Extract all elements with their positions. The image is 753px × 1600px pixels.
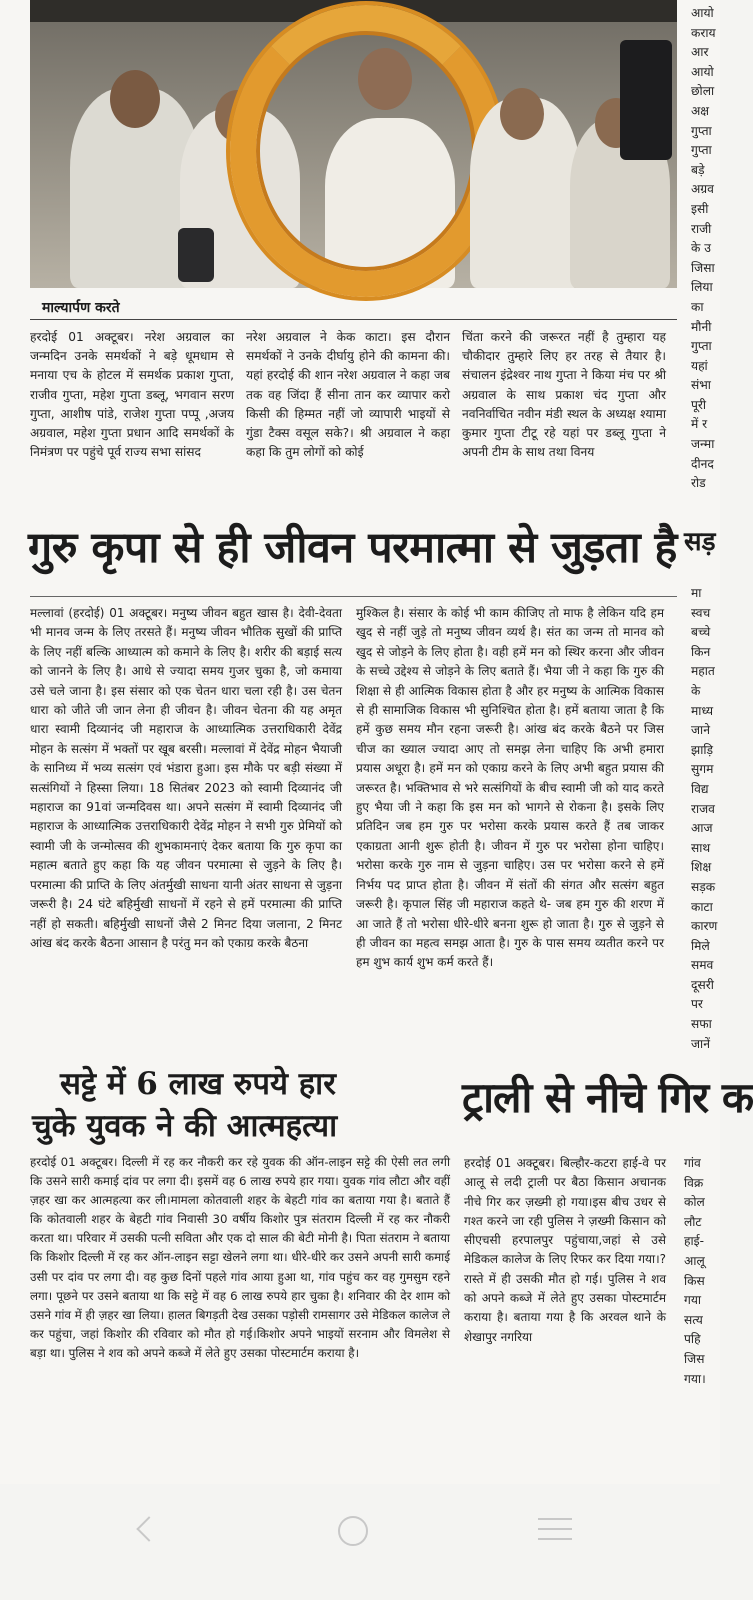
adjacent-column-middle xyxy=(691,584,731,1054)
adjacent-column-line: कोल xyxy=(684,1195,705,1210)
adjacent-column-line: सड़क xyxy=(691,879,716,894)
adjacent-column-line: मिले xyxy=(691,938,710,953)
adjacent-column-line: आज xyxy=(691,821,713,836)
adjacent-column-line: गया xyxy=(684,1293,702,1308)
adjacent-column-line: झाड़ि xyxy=(691,742,714,757)
adjacent-column-line: समव xyxy=(691,958,714,973)
adjacent-column-line: पहि xyxy=(684,1332,701,1347)
adjacent-column-line: आयो xyxy=(691,6,714,20)
adjacent-column-line: कराय xyxy=(691,25,716,40)
story4-headline: ट्राली से नीचे गिर क xyxy=(462,1073,753,1122)
adjacent-column-line: गुप्ता xyxy=(691,339,712,354)
adjacent-column-line: के xyxy=(691,683,701,698)
recent-apps-icon[interactable] xyxy=(538,1518,572,1540)
adjacent-column-line: अग्रव xyxy=(691,182,714,197)
adjacent-column-line: किन xyxy=(691,644,711,659)
system-navigation-bar xyxy=(0,1490,720,1600)
story2-column-2: मुश्किल है। संसार के कोई भी काम कीजिए तो माफ है लेकिन यदि हम खुद से नहीं जुड़े तो मनुष्य जीवन व्यर्थ है। संत का जन्म तो मानव को खुद से जोड़ने के लिए होता है। वही हमें मन को स्थिर करना और जीवन के सच्चे उद्देश्य से जोड़ने के लिए बताते हैं। भैया जी ने कहा कि गुरु की शिक्षा से ही आत्मिक विकास होता है और हर मनुष्य के आत्मिक विकास से ही सामाजिक विकास भी सुनिश्चित होता है। हमें बताया जाता है कि हमें कुछ समय मौन रहना जरूरी है। आंख बंद करके बैठने पर जिस चीज का ख्याल ज्यादा आए तो समझ लेना चाहिए कि अभी हमारा प्रयास अधूरा है। हमें मन को एकाग्र करने के लिए अभी बहुत प्रयास की जरूरत है। भक्तिभाव से भरे सत्संगियों के बीच स्वामी जी को याद करते हुए भैया जी ने कहा कि इस मन को भागने से रोकना है। इसके लिए प्रतिदिन जब हम गुरु पर भरोसा करके प्रयास करते हैं तब जाकर एकाग्रता आनी शुरू होती है। जीवन में गुरु पर भरोसा होना चाहिए। भरोसा करके गुरु नाम से जुड़ना चाहिए। उस पर भरोसा करने से हमें निर्भय पद प्राप्त होता है। जीवन में संतों की संगत और सत्संग बहुत जरूरी है। कृपाल सिंह जी महाराज कहते थे- जब हम गुरु की शरण में आ जाते हैं तो भरोसा धीरे-धीरे बनना शुरू हो जाता है। गुरु से जुड़ने से ही जीवन का महत्व समझ आता है। गुरु के पास समय व्यतीत करने पर हम शुभ कार्य शुभ कर्म करते हैं। xyxy=(356,606,664,970)
adjacent-column-line: मा xyxy=(691,586,702,600)
adjacent-column-line: गुप्ता xyxy=(691,123,712,138)
adjacent-column-line: स्वच xyxy=(691,605,711,620)
adjacent-column-line: मौनी xyxy=(691,319,712,334)
adjacent-column-line: जन्मा xyxy=(691,437,715,452)
adjacent-column-line: काटा xyxy=(691,899,713,914)
adjacent-column-line: पूरी xyxy=(691,397,707,412)
adjacent-column-line: जानें xyxy=(691,1036,710,1051)
adjacent-column-line: लौट xyxy=(684,1214,702,1229)
adjacent-column-bottom xyxy=(684,1154,724,1389)
adjacent-column-line: दूसरी xyxy=(691,977,714,992)
adjacent-column-line: इसी xyxy=(691,201,709,216)
adjacent-column-line: पर xyxy=(691,997,703,1012)
story2-column-1: मल्लावां (हरदोई) 01 अक्टूबर। मनुष्य जीवन बहुत खास है। देवी-देवता भी मानव जन्म के लिए तरसते हैं। मनुष्य जीवन भौतिक सुखों की प्राप्ति के लिए नहीं बल्कि आध्यात्म को कमाने के लिए है। शरीर की बड़ाई सत्य को जानने के लिए है। आधे से ज्यादा समय गुजर चुका है, जो कमाया उसे चले जाना है। इस संसार को एक चेतन धारा चला रही है। उस चेतन धारा को जीते जी जान लेना ही जीवन है। जीवन चेतना की यह अमृत धारा स्वामी दिव्यानंद जी महाराज के आध्यात्मिक उत्तराधिकारी देवेंद्र मोहन के सत्संग में भक्तों पर खूब बरसी। मल्लावां में देवेंद्र मोहन भैयाजी के सानिध्य में भव्य सत्संग एवं भंडारा हुआ। इस मौके पर बड़ी संख्या में सत्संगियों ने हिस्सा लिया। 18 सितंबर 2023 को स्वामी दिव्यानंद जी महाराज का 91वां जन्मदिवस था। अपने सत्संग में स्वामी दिव्यानंद जी महाराज के आध्यात्मिक उत्तराधिकारी देवेंद्र मोहन ने सभी गुरु प्रेमियों को स्वामी जी के जन्मोत्सव की शुभकामनाएं देकर बताया कि गुरु कृपा का महात्म बताते हुए कहा कि यह जीवन परमात्मा से जुड़ने के लिए है। परमात्मा की प्राप्ति के लिए अंतर्मुखी साधना यानी अंतर साधना से जुड़ना जरूरी है। 24 घंटे बहिर्मुखी साधनों में रहने से हमें परमात्मा की प्राप्ति नहीं हो सकती। बहिर्मुखी साधनों जैसे 2 मिनट दिया जलाना, 2 मिनट आंख बंद करके बैठना आसान है परंतु मन को एकाग्र करके बैठना xyxy=(30,606,342,950)
adjacent-column-line: यहां xyxy=(691,358,708,373)
adjacent-column-line: आयो xyxy=(691,64,714,79)
adjacent-column-line: आर xyxy=(691,45,709,60)
adjacent-column-line: बड़े xyxy=(691,162,705,177)
adjacent-column-line: गुप्ता xyxy=(691,143,712,158)
adjacent-column-line: राजी xyxy=(691,221,712,236)
adjacent-column-line: रोड xyxy=(691,476,706,491)
adjacent-column-line: सुगम xyxy=(691,762,714,777)
adjacent-column-line: छोला xyxy=(691,84,715,99)
story2-headline: गुरु कृपा से ही जीवन परमात्मा से जुड़ता है xyxy=(28,523,677,573)
story1-column-1: हरदोई 01 अक्टूबर। नरेश अग्रवाल का जन्मदिन उनके समर्थकों ने बड़े धूमधाम से मनाया एच के होटल में समर्थक प्रकाश गुप्ता, राजीव गुप्ता, महेश गुप्ता डब्लू, भगवान सरण गुप्ता, आशीष पांडे, राजेश गुप्ता पप्पू ,अजय अग्रवाल, महेश गुप्ता प्रधान आदि समर्थकों के निमंत्रण पर पहुंचे पूर्व राज्य सभा सांसद xyxy=(30,330,234,460)
adjacent-column-line: गया। xyxy=(684,1371,706,1386)
adjacent-column-line: महात xyxy=(691,664,715,679)
adjacent-column-line: किस xyxy=(684,1273,705,1288)
adjacent-column-line: अक्ष xyxy=(691,103,710,118)
story1-column-2: नरेश अग्रवाल ने केक काटा। इस दौरान समर्थकों ने उनके दीर्घायु होने की कामना की। यहां हरदोई की शान नरेश अग्रवाल ने कहा जब तक वह जिंदा हैं सीना तान कर व्यापार करो किसी की हिम्मत नहीं जो व्यापारी भाइयों से गुंडा टैक्स वसूल सके?। श्री अग्रवाल ने कहा कहा कि तुम लोगों को कोई xyxy=(246,330,450,460)
adjacent-column-line: संभा xyxy=(691,378,711,393)
video-camera xyxy=(620,40,672,160)
adjacent-column-line: माध्य xyxy=(691,703,714,718)
adjacent-column-line: लिया xyxy=(691,280,713,295)
photo-caption: माल्यार्पण करते xyxy=(42,300,120,316)
headline-divider xyxy=(30,596,677,597)
caption-divider xyxy=(30,319,677,320)
news-photo xyxy=(30,0,677,288)
photo-head xyxy=(500,88,544,140)
story3-headline-line1: सट्टे में 6 लाख रुपये हार xyxy=(60,1066,336,1102)
adjacent-column-line: हाई- xyxy=(684,1234,705,1249)
story3-headline-line2: चुके युवक ने की आत्महत्या xyxy=(32,1108,338,1144)
adjacent-column-line: राजव xyxy=(691,801,715,816)
home-icon[interactable] xyxy=(338,1516,368,1546)
adjacent-column-top xyxy=(691,4,731,494)
adjacent-column-line: साथ xyxy=(691,840,711,855)
marigold-garland xyxy=(230,5,502,297)
adjacent-column-line: जिस xyxy=(684,1351,705,1366)
adjacent-column-line: का xyxy=(691,299,704,314)
adjacent-column-line: विद्य xyxy=(691,781,709,796)
phone-in-hand xyxy=(178,228,214,282)
adjacent-column-line: में र xyxy=(691,417,708,432)
adjacent-column-line: गांव xyxy=(684,1156,701,1170)
adjacent-column-line: सफा xyxy=(691,1017,712,1032)
adjacent-column-line: सत्य xyxy=(684,1312,703,1327)
adjacent-column-line: जाने xyxy=(691,723,710,738)
adjacent-column-line: जिसा xyxy=(691,260,715,275)
story4-body: हरदोई 01 अक्टूबर। बिल्हौर-कटरा हाई-वे पर आलू से लदी ट्राली पर बैठा किसान अचानक नीचे गिर कर ज़ख्मी हो गया।इस बीच उधर से गश्त करने जा रही पुलिस ने ज़ख्मी किसान को सीएचसी हरपालपुर पहुंचाया,जहां से उसे मेडिकल कालेज के लिए रिफर कर दिया गया।? रास्ते में ही उसकी मौत हो गई। पुलिस ने शव को अपने कब्जे में लेते हुए उसका पोस्टमार्टम कराया है। बताया गया है कि अरवल थाने के शेखापुर नगरिया xyxy=(464,1156,666,1344)
photo-head xyxy=(110,70,160,128)
adjacent-column-line: के उ xyxy=(691,241,711,256)
adjacent-column-line: विक्र xyxy=(684,1175,704,1190)
adjacent-column-line: शिक्ष xyxy=(691,860,712,875)
adjacent-column-line: आलू xyxy=(684,1253,705,1268)
adjacent-headline: सड़ xyxy=(684,527,716,557)
story3-body: हरदोई 01 अक्टूबर। दिल्ली में रह कर नौकरी कर रहे युवक की ऑन-लाइन सट्टे की ऐसी लत लगी कि उसने सारी कमाई दांव पर लगा दी। इसमें वह 6 लाख रुपये हार गया। युवक गांव लौटा और वहीं ज़हर खा कर आत्महत्या कर ली।मामला कोतवाली शहर के बेहटी गांव का बताया गया है। बताते हैं कि कोतवाली शहर के बेहटी गांव निवासी 30 वर्षीय किशोर पुत्र संतराम दिल्ली में रह कर नौकरी करता था। परिवार में उसकी पत्नी सविता और एक दो साल की बेटी मोनी है। पिता संतराम ने बताया कि किशोर दिल्ली में रह कर ऑन-लाइन सट्टा खेलने लगा था। धीरे-धीरे कर उसने अपनी सारी कमाई उसी पर दांव पर लगा दी। वह कुछ दिनों पहले गांव आया हुआ था, गांव पहुंच कर वह गुमसुम रहने लगा। पूछने पर उसने बताया था कि सट्टे में वह 6 लाख रुपये हार चुका है। शनिवार की देर शाम को उसने गांव में ही ज़हर खा लिया। हालत बिगड़ती देख उसका पड़ोसी रामसागर उसे मेडिकल कालेज ले कर पहुंचा, जहां किशोर की रविवार को मौत हो गई।किशोर अपने भाइयों सरनाम और विमलेश से बड़ा था। पुलिस ने शव को अपने कब्जे में लेते हुए उसका पोस्टमार्टम कराया है। xyxy=(30,1155,450,1360)
back-icon[interactable] xyxy=(136,1516,161,1541)
story1-column-3: चिंता करने की जरूरत नहीं है तुम्हारा यह चौकीदार तुम्हारे लिए हर तरह से तैयार है। संचालन इंद्रेश्वर नाथ गुप्ता ने किया मंच पर श्री अग्रवाल के साथ प्रकाश चंद गुप्ता और नवनिर्वाचित नवीन मंडी स्थल के अध्यक्ष श्यामा कुमार गुप्ता टीटू रहे यहां पर डब्लू गुप्ता ने अपनी टीम के साथ तथा विनय xyxy=(462,330,666,460)
adjacent-column-line: दीनद xyxy=(691,456,714,471)
adjacent-column-line: बच्चे xyxy=(691,625,711,640)
adjacent-column-line: कारण xyxy=(691,919,718,934)
